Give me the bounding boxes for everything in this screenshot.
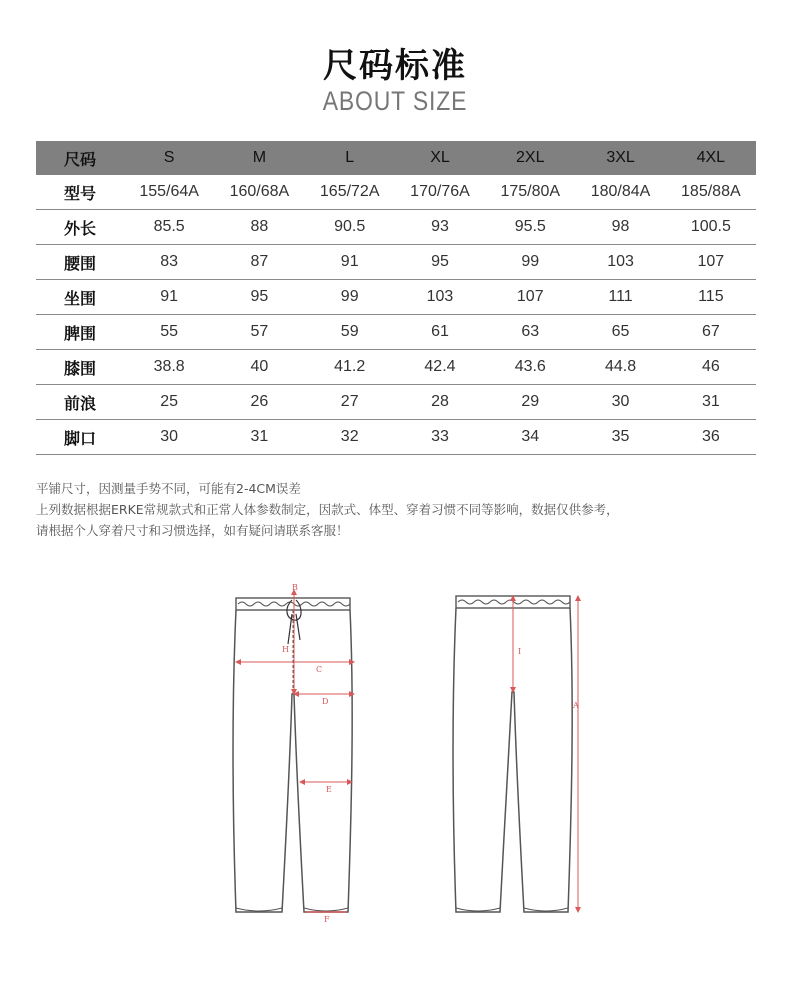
page-title: 尺码标准 bbox=[323, 46, 467, 86]
table-cell: 28 bbox=[395, 385, 485, 420]
row-label: 前浪 bbox=[36, 385, 124, 420]
note-line: 上列数据根据ERKE常规款式和正常人体参数制定，因款式、体型、穿着习惯不同等影响，数据仅供参考， bbox=[36, 502, 619, 517]
label-C: C bbox=[316, 665, 323, 674]
table-cell: 46 bbox=[666, 350, 756, 385]
size-col-header: 2XL bbox=[485, 141, 575, 175]
table-row bbox=[36, 175, 756, 210]
table-cell: 57 bbox=[214, 315, 304, 350]
size-col-header: S bbox=[124, 141, 214, 175]
table-cell: 42.4 bbox=[395, 350, 485, 385]
table-cell: 100.5 bbox=[666, 210, 756, 245]
table-cell: 41.2 bbox=[305, 350, 395, 385]
table-cell: 85.5 bbox=[124, 210, 214, 245]
table-cell: 43.6 bbox=[485, 350, 575, 385]
table-row bbox=[36, 210, 756, 245]
table-cell: 34 bbox=[485, 420, 575, 455]
row-label: 脾围 bbox=[36, 315, 124, 350]
size-header-row bbox=[36, 141, 756, 175]
table-cell: 35 bbox=[575, 420, 665, 455]
row-label: 坐围 bbox=[36, 280, 124, 315]
note-line: 请根据个人穿着尺寸和习惯选择，如有疑问请联系客服！ bbox=[36, 523, 349, 538]
table-row bbox=[36, 385, 756, 420]
table-cell: 180/84A bbox=[575, 175, 665, 210]
table-cell: 88 bbox=[214, 210, 304, 245]
size-table bbox=[36, 141, 756, 455]
table-cell: 83 bbox=[124, 245, 214, 280]
size-notes bbox=[36, 478, 619, 541]
table-cell: 185/88A bbox=[666, 175, 756, 210]
table-cell: 155/64A bbox=[124, 175, 214, 210]
back-hem-cuffs bbox=[456, 908, 568, 911]
size-col-header: XL bbox=[395, 141, 485, 175]
table-cell: 91 bbox=[305, 245, 395, 280]
table-row bbox=[36, 245, 756, 280]
page-subtitle: ABOUT SIZE bbox=[322, 86, 468, 116]
row-label: 型号 bbox=[36, 175, 124, 210]
table-cell: 31 bbox=[214, 420, 304, 455]
row-label: 膝围 bbox=[36, 350, 124, 385]
pants-front-view bbox=[233, 598, 352, 912]
label-B: B bbox=[292, 583, 298, 592]
size-col-header: 4XL bbox=[666, 141, 756, 175]
table-cell: 95 bbox=[395, 245, 485, 280]
label-I: I bbox=[518, 647, 522, 656]
table-cell: 170/76A bbox=[395, 175, 485, 210]
front-hem-cuffs bbox=[236, 908, 348, 911]
back-elastic-gathers bbox=[458, 600, 570, 604]
note-line: 平铺尺寸，因测量手势不同，可能有2-4CM误差 bbox=[36, 481, 301, 496]
table-cell: 165/72A bbox=[305, 175, 395, 210]
table-cell: 103 bbox=[395, 280, 485, 315]
table-cell: 103 bbox=[575, 245, 665, 280]
table-cell: 63 bbox=[485, 315, 575, 350]
table-cell: 31 bbox=[666, 385, 756, 420]
table-cell: 26 bbox=[214, 385, 304, 420]
row-label: 外长 bbox=[36, 210, 124, 245]
table-cell: 32 bbox=[305, 420, 395, 455]
label-E: E bbox=[326, 785, 332, 794]
size-col-header: M bbox=[214, 141, 304, 175]
row-label: 脚口 bbox=[36, 420, 124, 455]
table-cell: 61 bbox=[395, 315, 485, 350]
table-cell: 175/80A bbox=[485, 175, 575, 210]
table-cell: 107 bbox=[666, 245, 756, 280]
table-cell: 29 bbox=[485, 385, 575, 420]
table-cell: 90.5 bbox=[305, 210, 395, 245]
table-cell: 91 bbox=[124, 280, 214, 315]
table-row bbox=[36, 280, 756, 315]
table-cell: 115 bbox=[666, 280, 756, 315]
table-cell: 107 bbox=[485, 280, 575, 315]
label-F: F bbox=[324, 915, 330, 923]
table-cell: 55 bbox=[124, 315, 214, 350]
table-cell: 25 bbox=[124, 385, 214, 420]
label-H: H bbox=[282, 645, 289, 654]
table-cell: 111 bbox=[575, 280, 665, 315]
table-cell: 67 bbox=[666, 315, 756, 350]
table-cell: 30 bbox=[124, 420, 214, 455]
size-col-header: L bbox=[305, 141, 395, 175]
table-cell: 40 bbox=[214, 350, 304, 385]
table-row bbox=[36, 315, 756, 350]
label-D: D bbox=[322, 697, 329, 706]
table-cell: 160/68A bbox=[214, 175, 304, 210]
label-A: A bbox=[573, 701, 579, 710]
table-cell: 36 bbox=[666, 420, 756, 455]
table-cell: 38.8 bbox=[124, 350, 214, 385]
size-corner-label: 尺码 bbox=[36, 141, 124, 175]
front-waistband bbox=[236, 598, 350, 610]
table-cell: 99 bbox=[305, 280, 395, 315]
table-cell: 98 bbox=[575, 210, 665, 245]
size-col-header: 3XL bbox=[575, 141, 665, 175]
table-cell: 27 bbox=[305, 385, 395, 420]
table-cell: 65 bbox=[575, 315, 665, 350]
row-label: 腰围 bbox=[36, 245, 124, 280]
table-cell: 87 bbox=[214, 245, 304, 280]
table-cell: 30 bbox=[575, 385, 665, 420]
table-row bbox=[36, 420, 756, 455]
table-cell: 93 bbox=[395, 210, 485, 245]
table-cell: 59 bbox=[305, 315, 395, 350]
table-cell: 33 bbox=[395, 420, 485, 455]
table-cell: 99 bbox=[485, 245, 575, 280]
table-cell: 95 bbox=[214, 280, 304, 315]
front-measurements bbox=[236, 583, 354, 923]
table-cell: 44.8 bbox=[575, 350, 665, 385]
pants-measurement-diagram bbox=[222, 578, 602, 923]
table-cell: 95.5 bbox=[485, 210, 575, 245]
table-row bbox=[36, 350, 756, 385]
